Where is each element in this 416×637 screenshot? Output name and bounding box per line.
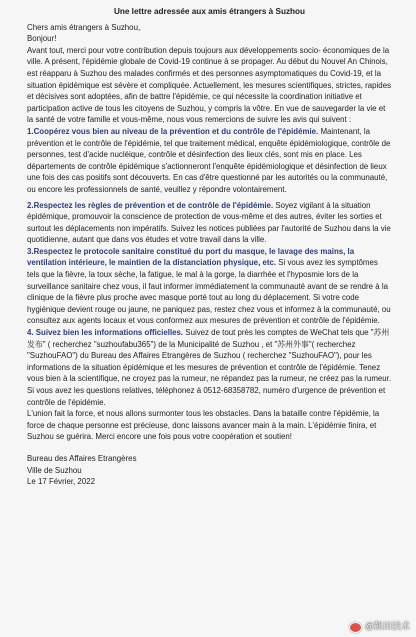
letter-title: Une lettre adressée aux amis étrangers à Suzhou <box>113 7 306 16</box>
weibo-icon <box>349 622 362 633</box>
section-1 <box>27 126 392 196</box>
signature-org: Bureau des Affaires Etrangères <box>27 453 137 463</box>
watermark-text: @凯田技术 <box>364 621 410 632</box>
section-4 <box>27 327 392 408</box>
section-4-body: Suivez de tout près les comptes de WeChat tels que "苏州发布" ( recherchez "suzhoufabu365") de la Municipalité de Suzhou , et "苏州外事"( recherchez "SuzhouFAO") du Bureau des Affaires Etrangères de Suzhou ( recherchez "SuzhouFAO"), pour les informations de la situation épidémique et les mesures de prévention et contrôle de l'épidémie. Tenez vous bien à la scientifique, ne croyez pas la rumeur, ne répandez pas la rumeur, ne créez pas la rumeur. Si vous avez les questions relatives, téléphonez à 0512-68358782, numéro d'urgence de prévention et contrôle de l'épidémie. <box>27 328 392 407</box>
signature-city: Ville de Suzhou <box>27 465 82 475</box>
intro-paragraph: Avant tout, merci pour votre contribution depuis toujours aux développements socio- économiques de la ville. A présent, l'épidémie globale de Covid-19 continue à se propager. Au début du Nouvel An Chinois, est réapparu à Suzhou des malades confirmés et des personnes asymptomatiques du Covid-19, et la situation épidémique est sévère et compliquée. Actuellement, les mesures scientifiques, strictes, rapides et décisives sont adoptées, afin de battre l'épidémie, ce qui nécessite la coordination initiative et participation active de tous les citoyens de Suzhou, y compris la vôtre. En vue de sauvegarder la vie et la santé de votre famille et vous-même, nous vous remercions de suivre les avis qui suivent : <box>27 45 392 125</box>
section-3 <box>27 246 392 327</box>
section-3-title: 3.Respectez le protocole sanitaire constitué du port du masque, le lavage des mains, la ventilation intérieure, le maintien de la distanciation physique, etc. <box>27 246 355 268</box>
section-4-title: 4. Suivez bien les informations officielles. <box>27 328 184 338</box>
watermark <box>349 621 410 633</box>
section-2 <box>27 200 392 246</box>
signature-date: Le 17 Février, 2022 <box>27 477 95 487</box>
greeting-line: Bonjour! <box>27 34 57 44</box>
section-1-title: 1.Coopérez vous bien au niveau de la prévention et du contrôle de l'épidémie. <box>27 126 319 136</box>
section-2-body: Soyez vigilant à la situation épidémique, promouvoir la conscience de protection de vous-même et des autres, éviter les sorties et surtout les déplacements non impératifs. Suivez les notices publiées par l'autorité de Suzhou dans la vie quotidienne, autant que dans vos études et votre travail dans la ville. <box>27 200 391 245</box>
salutation-line: Chers amis étrangers à Suzhou, <box>27 22 141 32</box>
section-3-body: Si vous avez les symptômes tels que la fièvre, la toux sèche, la fatigue, le mal à la gorge, la diarrhée et l'hyposmie lors de la surveillance sanitaire chez vous, il faut informer immédiatement la communauté avant de se rendre à la clinique de la fièvre plus proche avec masque porté tout au long du déplacement. Si votre code hygiénique devient rouge ou jaune, ne paniquez pas, restez chez vous et informez à la communauté, ou consultez aux agents locaux et vous conformez aux mesures de prévention et contrôle de l'épidémie. <box>27 258 391 326</box>
closing-paragraph: L'union fait la force, et nous allons surmonter tous les obstacles. Dans la bataille contre l'épidémie, la force de chaque personne est précieuse, donc laissons avancer main à la main. L'épidémie finira, et Suzhou se guérira. Merci encore une fois pous votre coopération et soutien! <box>27 409 380 442</box>
signature-block <box>27 453 392 488</box>
section-1-body: Maintenant, la prévention et le contrôle de l'épidémie, tel que traitement médical, enquête épidémiologique, contrôle de personnes, test d'acide nucléique, contrôle et désinfection des lieux clés, sont mis en place. Les départements de contrôle épidémique s'actionneront l'enquête épidémiologique et désinfection de lieux une fois des cas positifs sont découverts. En cas d'être questionné par les autorités ou la communauté, ou encore les professionnels de santé, veuillez y répondre volontairement. <box>27 126 391 194</box>
section-2-title: 2.Respectez les règles de prévention et de contrôle de l'épidémie. <box>27 200 274 210</box>
